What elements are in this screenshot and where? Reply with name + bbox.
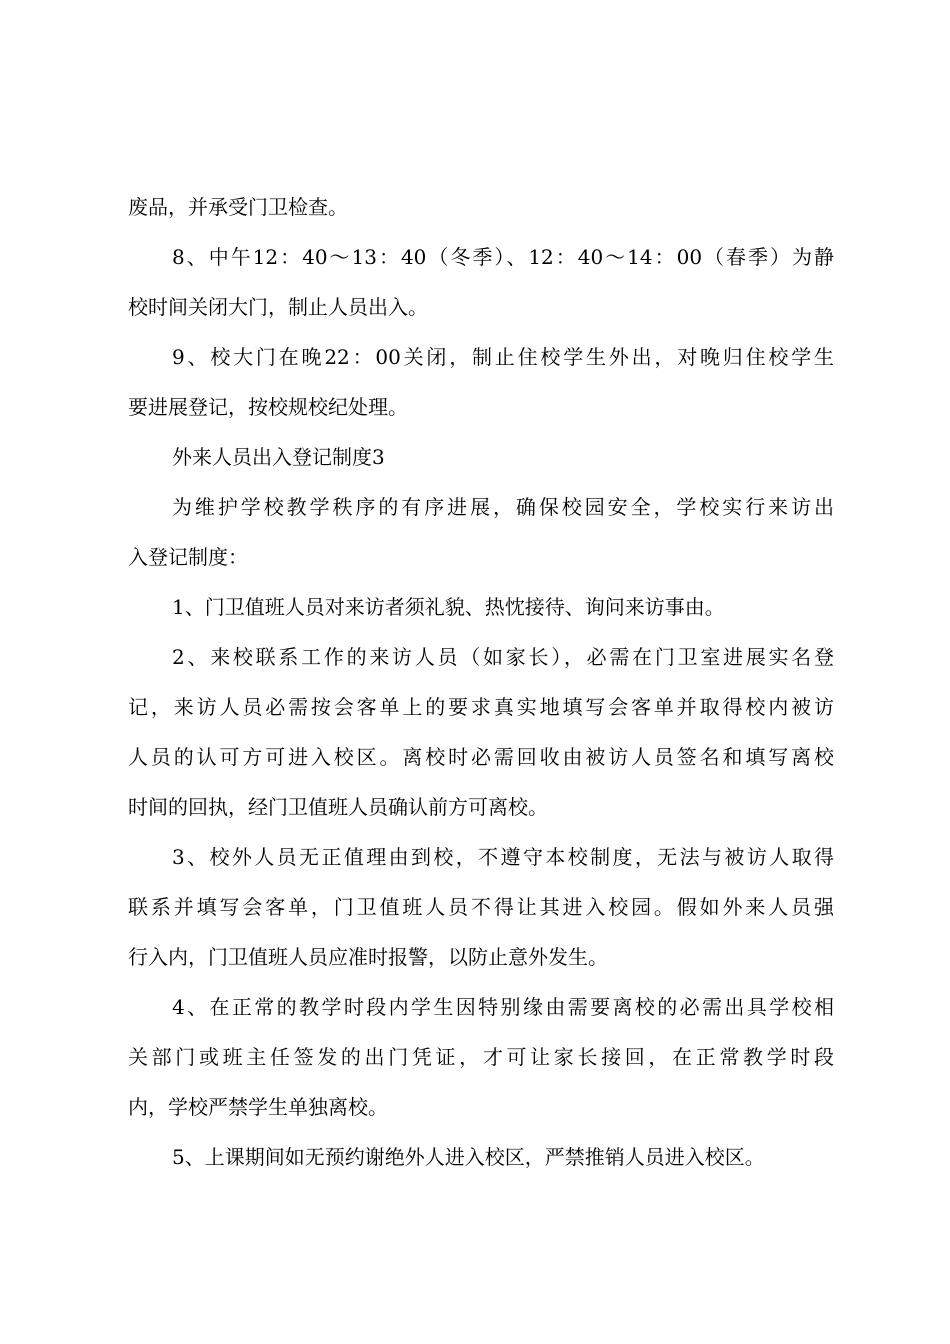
rule-2-line-3: 人员的认可方可进入校区。离校时必需回收由被访人员签名和填写离校 [128, 745, 834, 769]
rule-3-line-3: 行入内，门卫值班人员应准时报警，以防止意外发生。 [128, 945, 608, 969]
text-line-continuation: 废品，并承受门卫检查。 [128, 195, 348, 219]
rule-3-line-2: 联系并填写会客单，门卫值班人员不得让其进入校园。假如外来人员强 [128, 895, 834, 919]
rule-1-line-1: 1、门卫值班人员对来访者须礼貌、热忱接待、询问来访事由。 [172, 595, 725, 619]
section-heading: 外来人员出入登记制度3 [172, 445, 385, 469]
rule-8-line-1: 8、中午12：40～13：40（冬季）、12：40～14：00（春季）为静 [172, 245, 834, 269]
rule-4-line-3: 内，学校严禁学生单独离校。 [128, 1095, 388, 1119]
rule-9-line-2: 要进展登记，按校规校纪处理。 [128, 395, 408, 419]
rule-2-line-1: 2、来校联系工作的来访人员（如家长），必需在门卫室进展实名登 [172, 645, 834, 669]
document-body [128, 182, 834, 1182]
intro-line-1: 为维护学校教学秩序的有序进展，确保校园安全，学校实行来访出 [172, 495, 834, 519]
rule-5-line-1: 5、上课期间如无预约谢绝外人进入校区，严禁推销人员进入校区。 [172, 1145, 765, 1169]
rule-2-line-4: 时间的回执，经门卫值班人员确认前方可离校。 [128, 795, 548, 819]
rule-2-line-2: 记，来访人员必需按会客单上的要求真实地填写会客单并取得校内被访 [128, 695, 834, 719]
rule-3-line-1: 3、校外人员无正值理由到校，不遵守本校制度，无法与被访人取得 [172, 845, 834, 869]
intro-line-2: 入登记制度： [128, 545, 248, 569]
rule-8-line-2: 校时间关闭大门，制止人员出入。 [128, 295, 428, 319]
rule-4-line-1: 4、在正常的教学时段内学生因特别缘由需要离校的必需出具学校相 [172, 995, 834, 1019]
rule-4-line-2: 关部门或班主任签发的出门凭证，才可让家长接回，在正常教学时段 [128, 1045, 834, 1069]
rule-9-line-1: 9、校大门在晚22：00关闭，制止住校学生外出，对晚归住校学生 [172, 345, 834, 369]
